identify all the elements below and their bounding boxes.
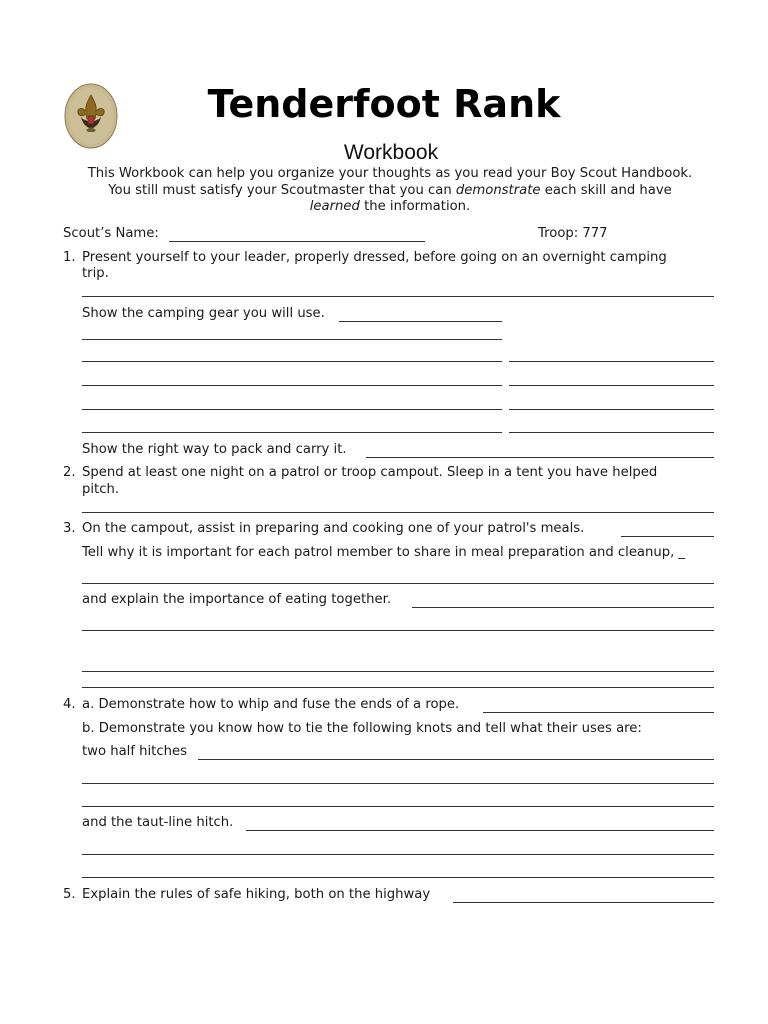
intro-text: each skill and have [540,182,672,198]
requirement-1-text: Present yourself to your leader, properly dressed, before going on an overnight camping [82,250,667,265]
answer-line[interactable] [82,806,714,807]
answer-line[interactable] [453,902,714,903]
requirement-3-text: On the campout, assist in preparing and cooking one of your patrol's meals. [82,521,585,536]
answer-line[interactable] [82,583,714,584]
meal-share-prompt: Tell why it is important for each patrol member to share in meal preparation and cleanup, _ [82,545,686,560]
answer-line[interactable] [82,630,714,631]
intro-paragraph [60,166,720,216]
answer-line[interactable] [82,296,714,297]
requirement-5-text: Explain the rules of safe hiking, both on the highway [82,887,431,902]
requirement-4b-text: b. Demonstrate you know how to tie the following knots and tell what their uses are: [82,721,642,736]
intro-text: the information. [359,199,471,214]
requirement-2-text: Spend at least one night on a patrol or troop campout. Sleep in a tent you have helped [82,465,658,480]
gear-answer-line[interactable] [509,385,714,386]
item-number: 1. [63,250,76,265]
answer-line[interactable] [246,830,714,831]
intro-text: You still must satisfy your Scoutmaster that you can [108,182,456,198]
page-title: Tenderfoot Rank [207,82,561,126]
answer-line[interactable] [621,536,714,537]
answer-line[interactable] [339,321,502,322]
answer-line[interactable] [412,607,714,608]
gear-answer-line[interactable] [82,432,502,433]
answer-line[interactable] [82,339,502,340]
intro-line-3 [60,199,720,216]
camping-gear-prompt: Show the camping gear you will use. [82,306,325,321]
gear-answer-line[interactable] [82,361,502,362]
requirement-1-text-cont: trip. [82,266,109,281]
answer-line[interactable] [366,457,714,458]
item-number: 2. [63,465,76,480]
item-number: 4. [63,697,76,712]
intro-emphasis: learned [309,199,360,214]
gear-answer-line[interactable] [509,361,714,362]
intro-emphasis: demonstrate [455,182,541,198]
scout-name-field[interactable] [169,241,425,242]
answer-line[interactable] [82,671,714,672]
intro-line-2 [60,183,720,200]
intro-line-1: This Workbook can help you organize your thoughts as you read your Boy Scout Handbook. [87,166,693,181]
answer-line[interactable] [82,512,714,513]
scout-name-label: Scout’s Name: [63,226,159,241]
item-number: 3. [63,521,76,536]
page-subtitle: Workbook [343,141,439,164]
answer-line[interactable] [82,783,714,784]
gear-answer-line[interactable] [82,409,502,410]
gear-answer-line[interactable] [82,385,502,386]
pack-carry-prompt: Show the right way to pack and carry it. [82,442,347,457]
answer-line[interactable] [82,687,714,688]
troop-label: Troop: 777 [538,226,608,241]
requirement-4a-text: a. Demonstrate how to whip and fuse the ends of a rope. [82,697,460,712]
answer-line[interactable] [82,877,714,878]
eating-together-prompt: and explain the importance of eating together. [82,592,392,607]
item-number: 5. [63,887,76,902]
gear-answer-line[interactable] [509,432,714,433]
gear-answer-line[interactable] [509,409,714,410]
answer-line[interactable] [198,759,714,760]
taut-line-prompt: and the taut-line hitch. [82,815,234,830]
requirement-2-text-cont: pitch. [82,482,120,497]
answer-line[interactable] [82,854,714,855]
half-hitches-prompt: two half hitches [82,744,187,759]
answer-line[interactable] [483,712,714,713]
